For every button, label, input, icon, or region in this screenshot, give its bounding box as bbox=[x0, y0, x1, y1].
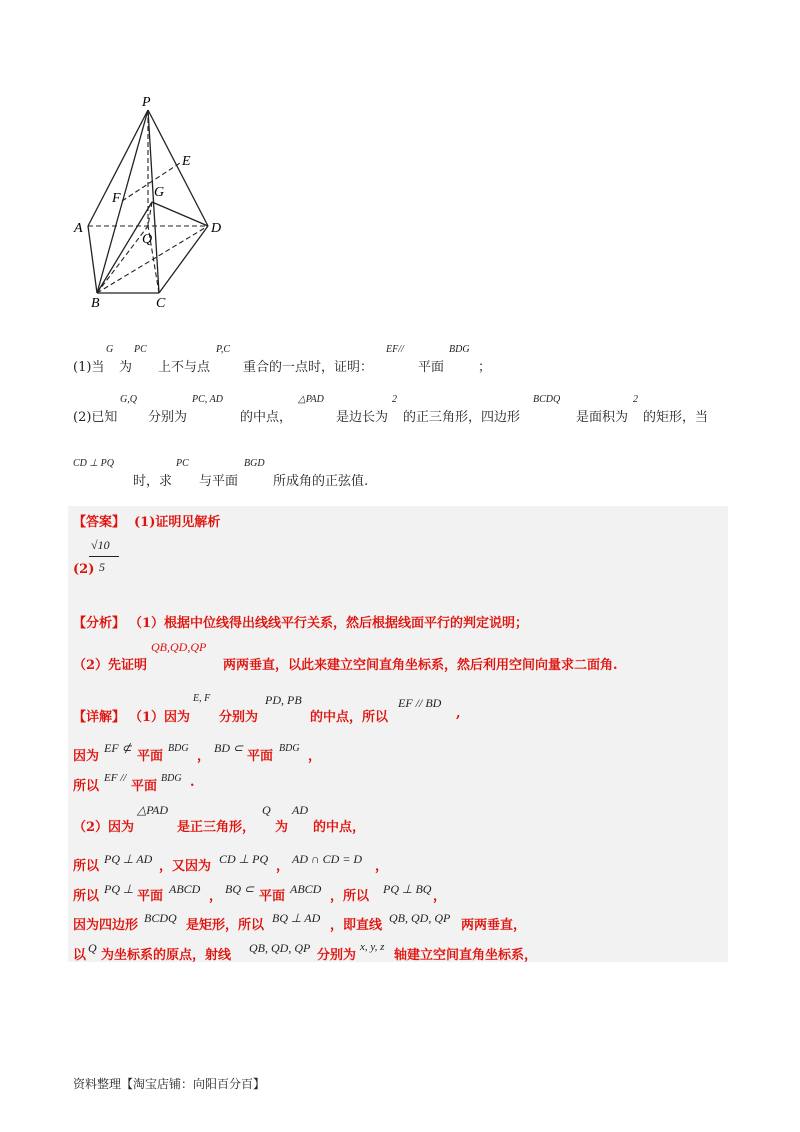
detail-l6b: 平面 bbox=[137, 889, 164, 904]
label-C: C bbox=[156, 296, 166, 311]
detail-l4b: 是正三角形， bbox=[177, 820, 256, 835]
q1-BDG: BDG bbox=[449, 344, 470, 355]
label-A: A bbox=[74, 221, 83, 236]
detail-l7b: 是矩形，所以 bbox=[186, 918, 265, 933]
detail-PQ-AD: PQ ⊥ AD bbox=[104, 852, 153, 866]
detail-l1b: 分别为 bbox=[219, 710, 259, 725]
q2-g: 的矩形，当 bbox=[643, 410, 709, 425]
detail-l3c: . bbox=[190, 775, 195, 790]
detail-QB-QD-QP-2: QB, QD, QP bbox=[249, 941, 311, 955]
detail-l2c: ， bbox=[197, 749, 211, 764]
detail-ABCD2: ABCD bbox=[290, 882, 322, 896]
answer-tag: 【答案】 bbox=[73, 515, 126, 530]
detail-BDG2: BDG bbox=[279, 743, 300, 754]
detail-l4d: 的中点， bbox=[313, 820, 366, 835]
detail-PDPB: PD, PB bbox=[265, 693, 302, 707]
q1-c: 上不与点 bbox=[158, 360, 211, 375]
fraction-bar bbox=[89, 556, 119, 557]
detail-ABCD1: ABCD bbox=[169, 882, 201, 896]
detail-BD-sub: BD ⊂ bbox=[214, 741, 244, 755]
q3-BGD: BGD bbox=[244, 458, 265, 469]
q1-e: 平面 bbox=[418, 360, 445, 375]
answer-part-2-label: (2) bbox=[73, 562, 95, 577]
detail-Q: Q bbox=[262, 803, 271, 817]
detail-l4a: （2）因为 bbox=[73, 820, 135, 835]
detail-l6d: 平面 bbox=[259, 889, 286, 904]
detail-BDG3: BDG bbox=[161, 773, 182, 784]
detail-l8c: 分别为 bbox=[317, 948, 357, 963]
detail-PQ-BQ: PQ ⊥ BQ bbox=[383, 882, 432, 896]
detail-BQ-AD: BQ ⊥ AD bbox=[272, 911, 321, 925]
detail-PQ-perp: PQ ⊥ bbox=[104, 882, 134, 896]
detail-tag: 【详解】 bbox=[73, 710, 126, 725]
label-D: D bbox=[211, 221, 222, 236]
detail-l2e: ， bbox=[308, 749, 322, 764]
detail-l1a: （1）因为 bbox=[129, 710, 191, 725]
detail-Q2: Q bbox=[88, 941, 97, 955]
detail-l3a: 所以 bbox=[73, 779, 100, 794]
q2-c: 的中点， bbox=[240, 410, 293, 425]
detail-l6f: ， bbox=[433, 889, 447, 904]
detail-EF-not: EF ⊄ bbox=[104, 741, 132, 755]
detail-l1c: 的中点，所以 bbox=[310, 710, 389, 725]
q2-two2: 2 bbox=[633, 394, 638, 405]
detail-l5c: ， bbox=[276, 859, 290, 874]
q2-b: 分别为 bbox=[148, 410, 188, 425]
answer-part-1: (1)证明见解析 bbox=[134, 515, 221, 530]
detail-l5b: ，又因为 bbox=[159, 859, 212, 874]
detail-l6a: 所以 bbox=[73, 889, 100, 904]
pyramid-figure bbox=[60, 85, 240, 315]
detail-l2b: 平面 bbox=[137, 749, 164, 764]
detail-EF: E, F bbox=[193, 693, 211, 704]
analysis-line-2b: 两两垂直，以此来建立空间直角坐标系，然后利用空间向量求二面角. bbox=[223, 658, 618, 673]
detail-tri: △PAD bbox=[137, 803, 169, 817]
detail-xyz: x, y, z bbox=[360, 941, 385, 953]
detail-l7d: 两两垂直， bbox=[461, 918, 527, 933]
q1-d: 重合的一点时，证明： bbox=[243, 360, 374, 375]
q1-b: 为 bbox=[119, 360, 133, 375]
detail-BDG1: BDG bbox=[168, 743, 189, 754]
q3-b: 与平面 bbox=[199, 474, 239, 489]
q1-PC: PC bbox=[134, 344, 147, 355]
detail-l6e: ，所以 bbox=[330, 889, 370, 904]
analysis-line-2-math: QB,QD,QP bbox=[151, 640, 207, 654]
q3-cond: CD ⊥ PQ bbox=[73, 458, 114, 469]
q2-BCDQ: BCDQ bbox=[533, 394, 561, 405]
label-G: G bbox=[154, 185, 165, 200]
detail-l1d: , bbox=[456, 706, 461, 721]
label-Q: Q bbox=[142, 232, 153, 247]
analysis-tag: 【分析】 bbox=[73, 616, 126, 631]
q3-c: 所成角的正弦值. bbox=[273, 474, 369, 489]
q2-e: 的正三角形，四边形 bbox=[403, 410, 521, 425]
detail-AD: AD bbox=[292, 803, 308, 817]
detail-l2a: 因为 bbox=[73, 749, 100, 764]
label-E: E bbox=[182, 154, 191, 169]
q2-a: (2)已知 bbox=[73, 410, 118, 425]
q2-PCAD: PC, AD bbox=[192, 394, 223, 405]
detail-l5a: 所以 bbox=[73, 859, 100, 874]
detail-AD-CD: AD ∩ CD = D bbox=[292, 852, 363, 866]
detail-CD-PQ: CD ⊥ PQ bbox=[219, 852, 269, 866]
detail-BCDQ: BCDQ bbox=[144, 911, 177, 925]
q1-f: ； bbox=[478, 360, 492, 375]
detail-EFBD: EF // BD bbox=[398, 696, 442, 710]
q2-tri: △PAD bbox=[298, 394, 324, 405]
detail-l4c: 为 bbox=[275, 820, 289, 835]
q2-f: 是面积为 bbox=[576, 410, 629, 425]
q2-two: 2 bbox=[392, 394, 397, 405]
detail-BQ-sub: BQ ⊂ bbox=[225, 882, 255, 896]
detail-l6c: ， bbox=[209, 889, 223, 904]
q3-a: 时，求 bbox=[133, 474, 173, 489]
detail-l8b: 为坐标系的原点，射线 bbox=[101, 948, 232, 963]
analysis-line-2a: （2）先证明 bbox=[73, 658, 148, 673]
footer-text: 资料整理【淘宝店铺：向阳百分百】 bbox=[73, 1077, 266, 1091]
analysis-line-1: （1）根据中位线得出线线平行关系，然后根据线面平行的判定说明； bbox=[129, 616, 529, 631]
answer-denominator: 5 bbox=[99, 560, 105, 574]
q2-d: 是边长为 bbox=[336, 410, 389, 425]
detail-QB-QD-QP: QB, QD, QP bbox=[389, 911, 451, 925]
q1-PC-points: P,C bbox=[216, 344, 230, 355]
detail-EF-par: EF // bbox=[104, 772, 127, 784]
detail-l8a: 以 bbox=[73, 948, 87, 963]
label-P: P bbox=[142, 95, 151, 110]
detail-l8d: 轴建立空间直角坐标系， bbox=[394, 948, 538, 963]
detail-l3b: 平面 bbox=[131, 779, 158, 794]
detail-l7c: ，即直线 bbox=[330, 918, 383, 933]
q2-GQ: G,Q bbox=[120, 394, 137, 405]
detail-l7a: 因为四边形 bbox=[73, 918, 139, 933]
label-B: B bbox=[91, 296, 100, 311]
label-F: F bbox=[112, 191, 121, 206]
detail-l5d: ， bbox=[375, 859, 389, 874]
q1-G: G bbox=[106, 344, 114, 355]
q3-PC: PC bbox=[176, 458, 189, 469]
answer-numerator: √10 bbox=[91, 538, 110, 552]
detail-l2d: 平面 bbox=[247, 749, 274, 764]
q1-EF: EF// bbox=[386, 344, 404, 355]
q1-a: (1)当 bbox=[73, 360, 105, 375]
